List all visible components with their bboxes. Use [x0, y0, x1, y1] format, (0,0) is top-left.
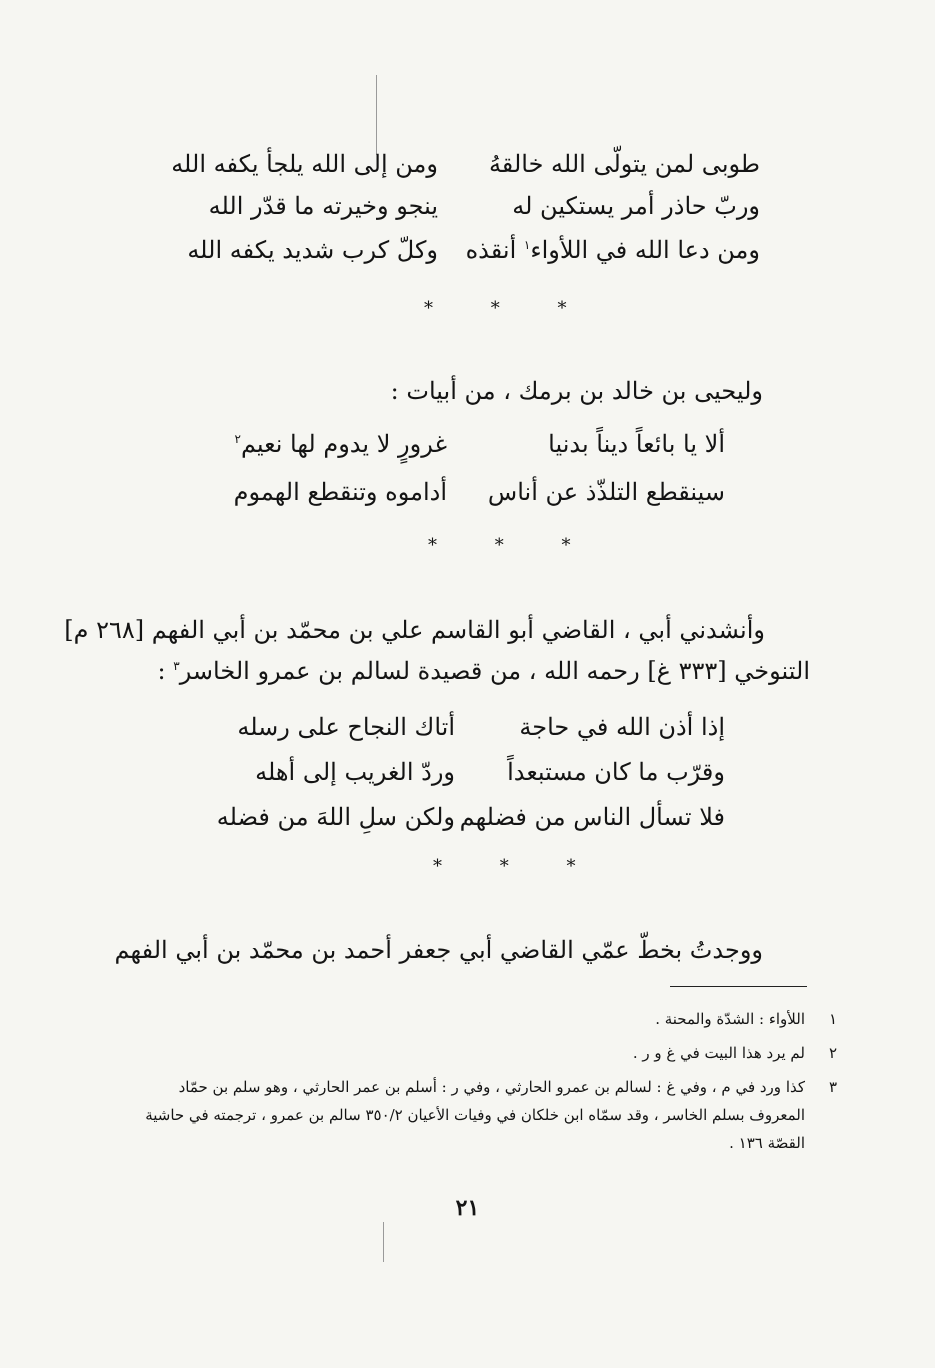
intro-text: التنوخي [٣٣٣ غ] رحمه الله ، من قصيدة لسالم بن عمرو الخاسر	[179, 657, 810, 685]
section-intro-line-1: وأنشدني أبي ، القاضي أبو القاسم علي بن محمّد بن أبي الفهم [٢٦٨ م]	[64, 616, 765, 644]
hemistich-first: طوبى لمن يتولّى الله خالقهُ	[488, 150, 760, 178]
footnote-text: كذا ورد في م ، وفي غ : لسالم بن عمرو الحارثي ، وفي ر : أسلم بن عمر الحارثي ، وهو سلم بن حمّاد المعروف بسلم الخاسر ، وقد سمّاه ابن خلكان في وفيات الأعيان ٣٥٠/٢ سالم بن عمرو ، ترجمته في حاشية القصّة ١٣٦ .	[145, 1078, 805, 1152]
footnote-number: ٣	[828, 1078, 837, 1096]
section-intro: وليحيى بن خالد بن برمك ، من أبيات :	[390, 377, 763, 405]
hemistich-second: ومن إلى الله يلجأ يكفه الله	[171, 150, 438, 178]
verse-text: غرورٍ لا يدوم لها نعيم	[240, 430, 447, 458]
verse-text-tail: أنقذه	[465, 236, 524, 264]
footnote-text: اللأواء : الشدّة والمحنة .	[655, 1010, 805, 1028]
section-separator: * * *	[433, 856, 602, 877]
footnote-number: ٢	[828, 1044, 837, 1062]
hemistich-second: أتاك النجاح على رسله	[237, 713, 455, 741]
hemistich-first: سينقطع التلذّذ عن أناس	[487, 478, 725, 506]
binding-crease	[376, 75, 377, 155]
section-separator: * * *	[424, 298, 593, 319]
hemistich-second: ينجو وخيرته ما قدّر الله	[208, 192, 438, 220]
hemistich-first: إذا أذن الله في حاجة	[519, 713, 725, 741]
intro-text-tail: :	[157, 657, 174, 685]
footnote-number: ١	[828, 1010, 837, 1028]
verse-text: ومن دعا الله في اللأواء	[530, 236, 760, 264]
footnote-ref: ٢	[234, 432, 241, 446]
hemistich-first: ألا يا بائعاً ديناً بدنيا	[548, 430, 725, 458]
poem-1	[0, 150, 935, 280]
hemistich-first: وربّ حاذر أمر يستكين له	[512, 192, 760, 220]
section-separator: * * *	[428, 535, 597, 556]
footnote	[145, 1005, 837, 1033]
footnote-ref: ١	[523, 238, 531, 252]
hemistich-second	[234, 430, 447, 458]
hemistich-first	[466, 236, 760, 264]
page-number: ٢١	[455, 1195, 480, 1221]
footnote-ref: ٣	[173, 659, 180, 673]
hemistich-second: وردّ الغريب إلى أهله	[255, 758, 455, 786]
section-intro-line-2	[158, 657, 810, 685]
hemistich-second: أداموه وتنقطع الهموم	[233, 478, 447, 506]
hemistich-second: ولكن سلِ اللهَ من فضله	[216, 803, 455, 831]
footnote-rule	[670, 986, 807, 987]
footnote	[145, 1039, 837, 1067]
footnote-text: لم يرد هذا البيت في غ و ر .	[632, 1044, 805, 1062]
hemistich-first: فلا تسأل الناس من فضلهم	[459, 803, 725, 831]
hemistich-first: وقرّب ما كان مستبعداً	[507, 758, 725, 786]
hemistich-second: وكلّ كرب شديد يكفه الله	[187, 236, 438, 264]
footnote	[145, 1073, 837, 1157]
poem-3	[0, 713, 935, 843]
binding-crease-lower	[383, 1222, 384, 1262]
poem-2	[0, 430, 935, 520]
section-text: ووجدتُ بخطّ عمّي القاضي أبي جعفر أحمد بن محمّد بن أبي الفهم	[114, 936, 763, 964]
